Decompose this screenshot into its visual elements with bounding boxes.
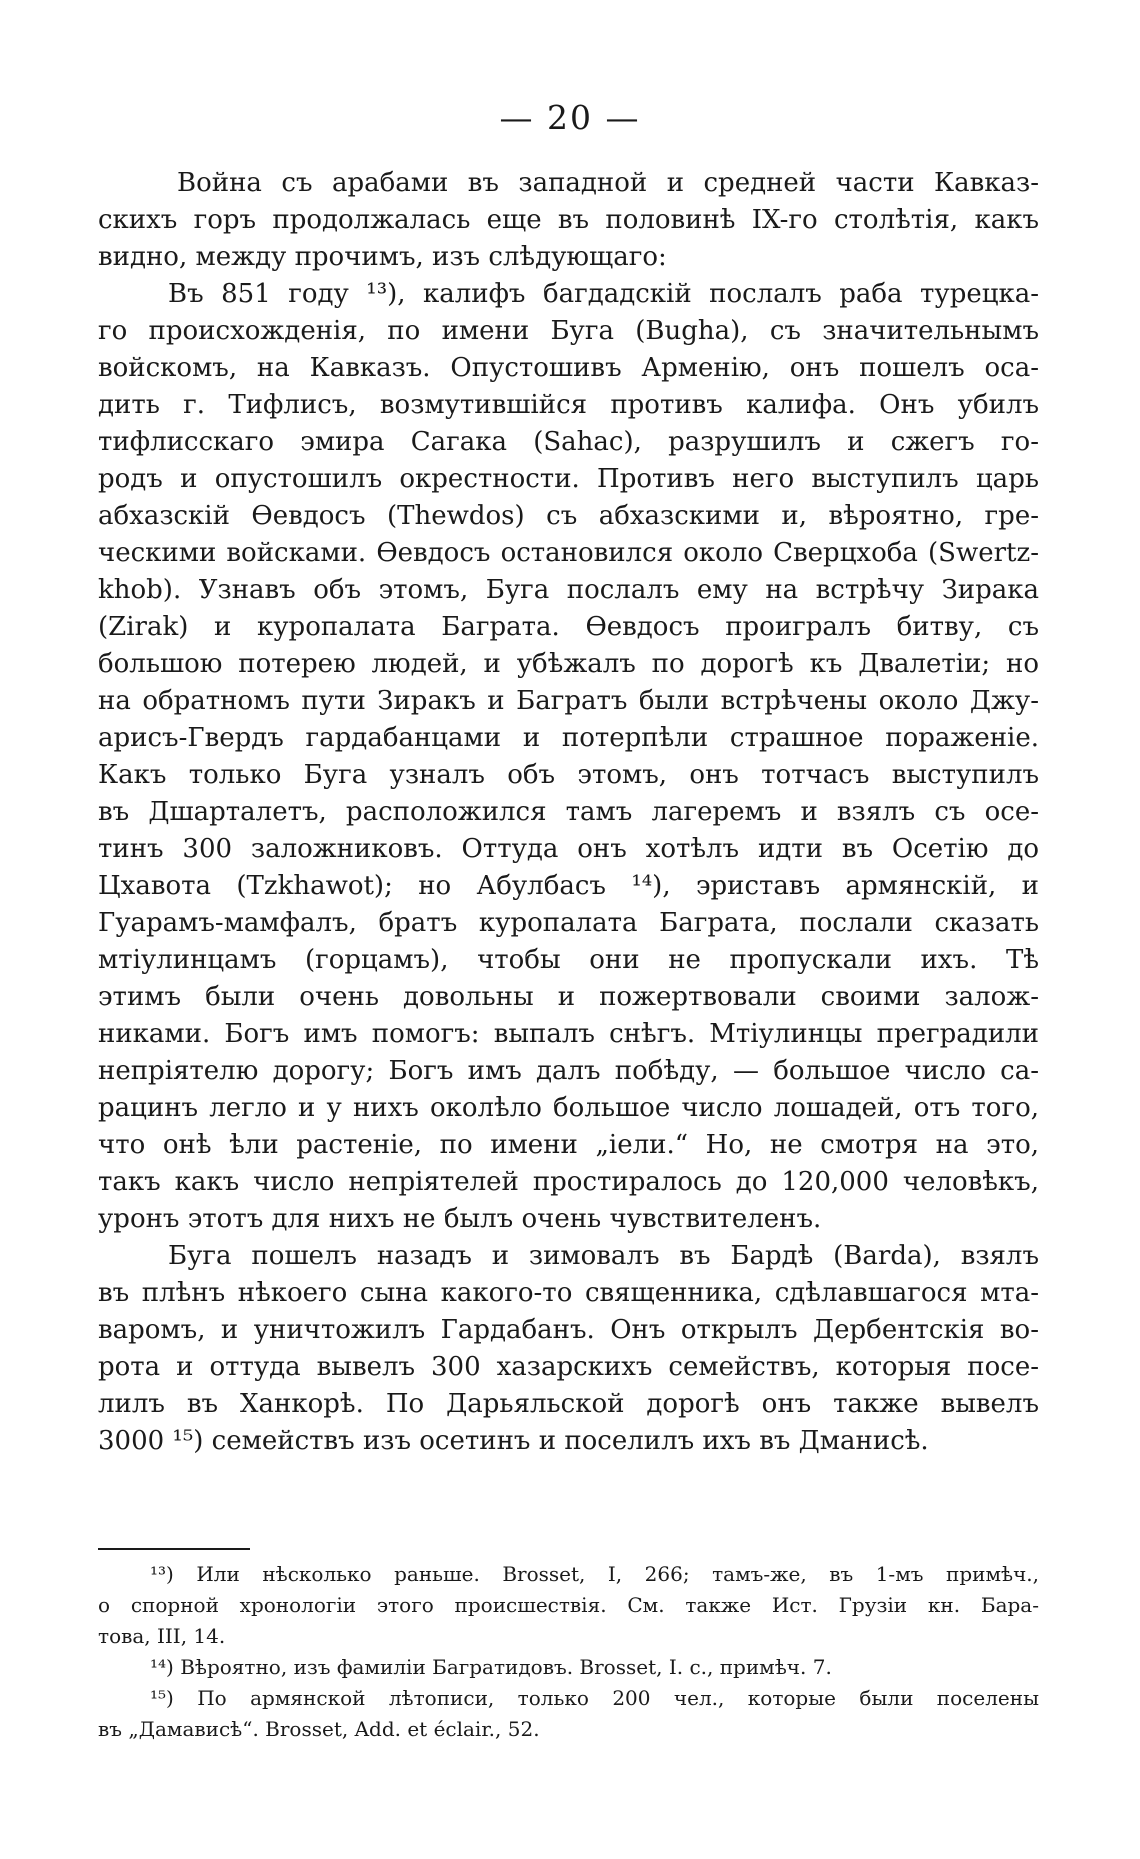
text-line: Гуарамъ-мамфалъ, братъ куропалата Баграта, послали сказать	[98, 908, 1039, 938]
text-line: Какъ только Буга узналъ объ этомъ, онъ тотчасъ выступилъ	[98, 760, 1039, 790]
text-line: Въ 851 году ¹³), калифъ багдадскій послалъ раба турецка-	[168, 279, 1039, 309]
footnote-line: о спорной хронологіи этого происшествія. См. также Ист. Грузіи кн. Бара-	[98, 1593, 1039, 1617]
text-line: рота и оттуда вывелъ 300 хазарскихъ семействъ, которыя посе-	[98, 1352, 1039, 1382]
text-line: лилъ въ Ханкорѣ. По Дарьяльской дорогѣ онъ также вывелъ	[98, 1389, 1039, 1419]
text-line: большою потерею людей, и убѣжалъ по дорогѣ къ Двалетіи; но	[98, 649, 1039, 679]
text-line: уронъ этотъ для нихъ не былъ очень чувствителенъ.	[98, 1204, 822, 1234]
text-line: Буга пошелъ назадъ и зимовалъ въ Бардѣ (Barda), взялъ	[168, 1241, 1039, 1271]
footnote-line: това, III, 14.	[98, 1624, 226, 1648]
text-line: абхазскій Ѳевдосъ (Thewdos) съ абхазскими и, вѣроятно, гре-	[98, 501, 1039, 531]
text-line: такъ какъ число непріятелей простиралось до 120,000 человѣкъ,	[98, 1167, 1039, 1197]
text-line: никами. Богъ имъ помогъ: выпалъ снѣгъ. Мтіулинцы преградили	[98, 1019, 1039, 1049]
text-line: тинъ 300 заложниковъ. Оттуда онъ хотѣлъ идти въ Осетію до	[98, 834, 1039, 864]
text-line: въ плѣнъ нѣкоего сына какого-то священника, сдѣлавшагося мта-	[98, 1278, 1039, 1308]
text-line: дить г. Тифлисъ, возмутившійся противъ калифа. Онъ убилъ	[98, 390, 1039, 420]
text-line: войскомъ, на Кавказъ. Опустошивъ Арменію, онъ пошелъ оса-	[98, 353, 1039, 383]
text-line: скихъ горъ продолжалась еще въ половинѣ IX-го столѣтія, какъ	[98, 205, 1039, 235]
text-line: тифлисскаго эмира Сагака (Sahac), разрушилъ и сжегъ го-	[98, 427, 1039, 457]
text-line: арисъ-Гвердъ гардабанцами и потерпѣли страшное пораженіе.	[98, 723, 1039, 753]
text-line: 3000 ¹⁵) семействъ изъ осетинъ и поселилъ ихъ въ Дманисѣ.	[98, 1426, 929, 1456]
text-line: этимъ были очень довольны и пожертвовали своими залож-	[98, 982, 1039, 1012]
text-line: khob). Узнавъ объ этомъ, Буга послалъ ему на встрѣчу Зирака	[98, 575, 1039, 605]
text-line: (Zirak) и куропалата Баграта. Ѳевдосъ проигралъ битву, съ	[98, 612, 1039, 642]
text-line: варомъ, и уничтожилъ Гардабанъ. Онъ открылъ Дербентскія во-	[98, 1315, 1039, 1345]
footnote-line: ¹³) Или нѣсколько раньше. Brosset, I, 266; тамъ-же, въ 1-мъ примѣч.,	[150, 1562, 1039, 1586]
text-line: въ Дшарталетъ, расположился тамъ лагеремъ и взялъ съ осе-	[98, 797, 1039, 827]
text-line: Война съ арабами въ западной и средней части Кавказ-	[177, 168, 1039, 198]
text-line: родъ и опустошилъ окрестности. Противъ него выступилъ царь	[98, 464, 1039, 494]
text-line: мтіулинцамъ (горцамъ), чтобы они не пропускали ихъ. Тѣ	[98, 945, 1039, 975]
text-line: что онѣ ѣли растеніе, по имени „іели.“ Но, не смотря на это,	[98, 1130, 1039, 1160]
text-line: го происхожденія, по имени Буга (Bugha), съ значительнымъ	[98, 316, 1039, 346]
footnote-line: ¹⁴) Вѣроятно, изъ фамиліи Багратидовъ. Brosset, I. c., примѣч. 7.	[150, 1655, 832, 1679]
footnote-line: въ „Дамависѣ“. Brosset, Add. et éclair., 52.	[98, 1717, 540, 1741]
footnote-line: ¹⁵) По армянской лѣтописи, только 200 чел., которые были поселены	[150, 1686, 1039, 1710]
text-line: непріятелю дорогу; Богъ имъ далъ побѣду, — большое число са-	[98, 1056, 1039, 1086]
text-line: рацинъ легло и у нихъ околѣло большое число лошадей, отъ того,	[98, 1093, 1039, 1123]
footnote-divider	[98, 1548, 250, 1550]
text-line: Цхавота (Tzkhawot); но Абулбасъ ¹⁴), эриставъ армянскій, и	[98, 871, 1039, 901]
text-line: ческими войсками. Ѳевдосъ остановился около Сверцхоба (Swertz-	[98, 538, 1039, 568]
page-number: — 20 —	[499, 98, 641, 137]
text-line: видно, между прочимъ, изъ слѣдующаго:	[98, 242, 667, 272]
text-line: на обратномъ пути Зиракъ и Багратъ были встрѣчены около Джу-	[98, 686, 1039, 716]
